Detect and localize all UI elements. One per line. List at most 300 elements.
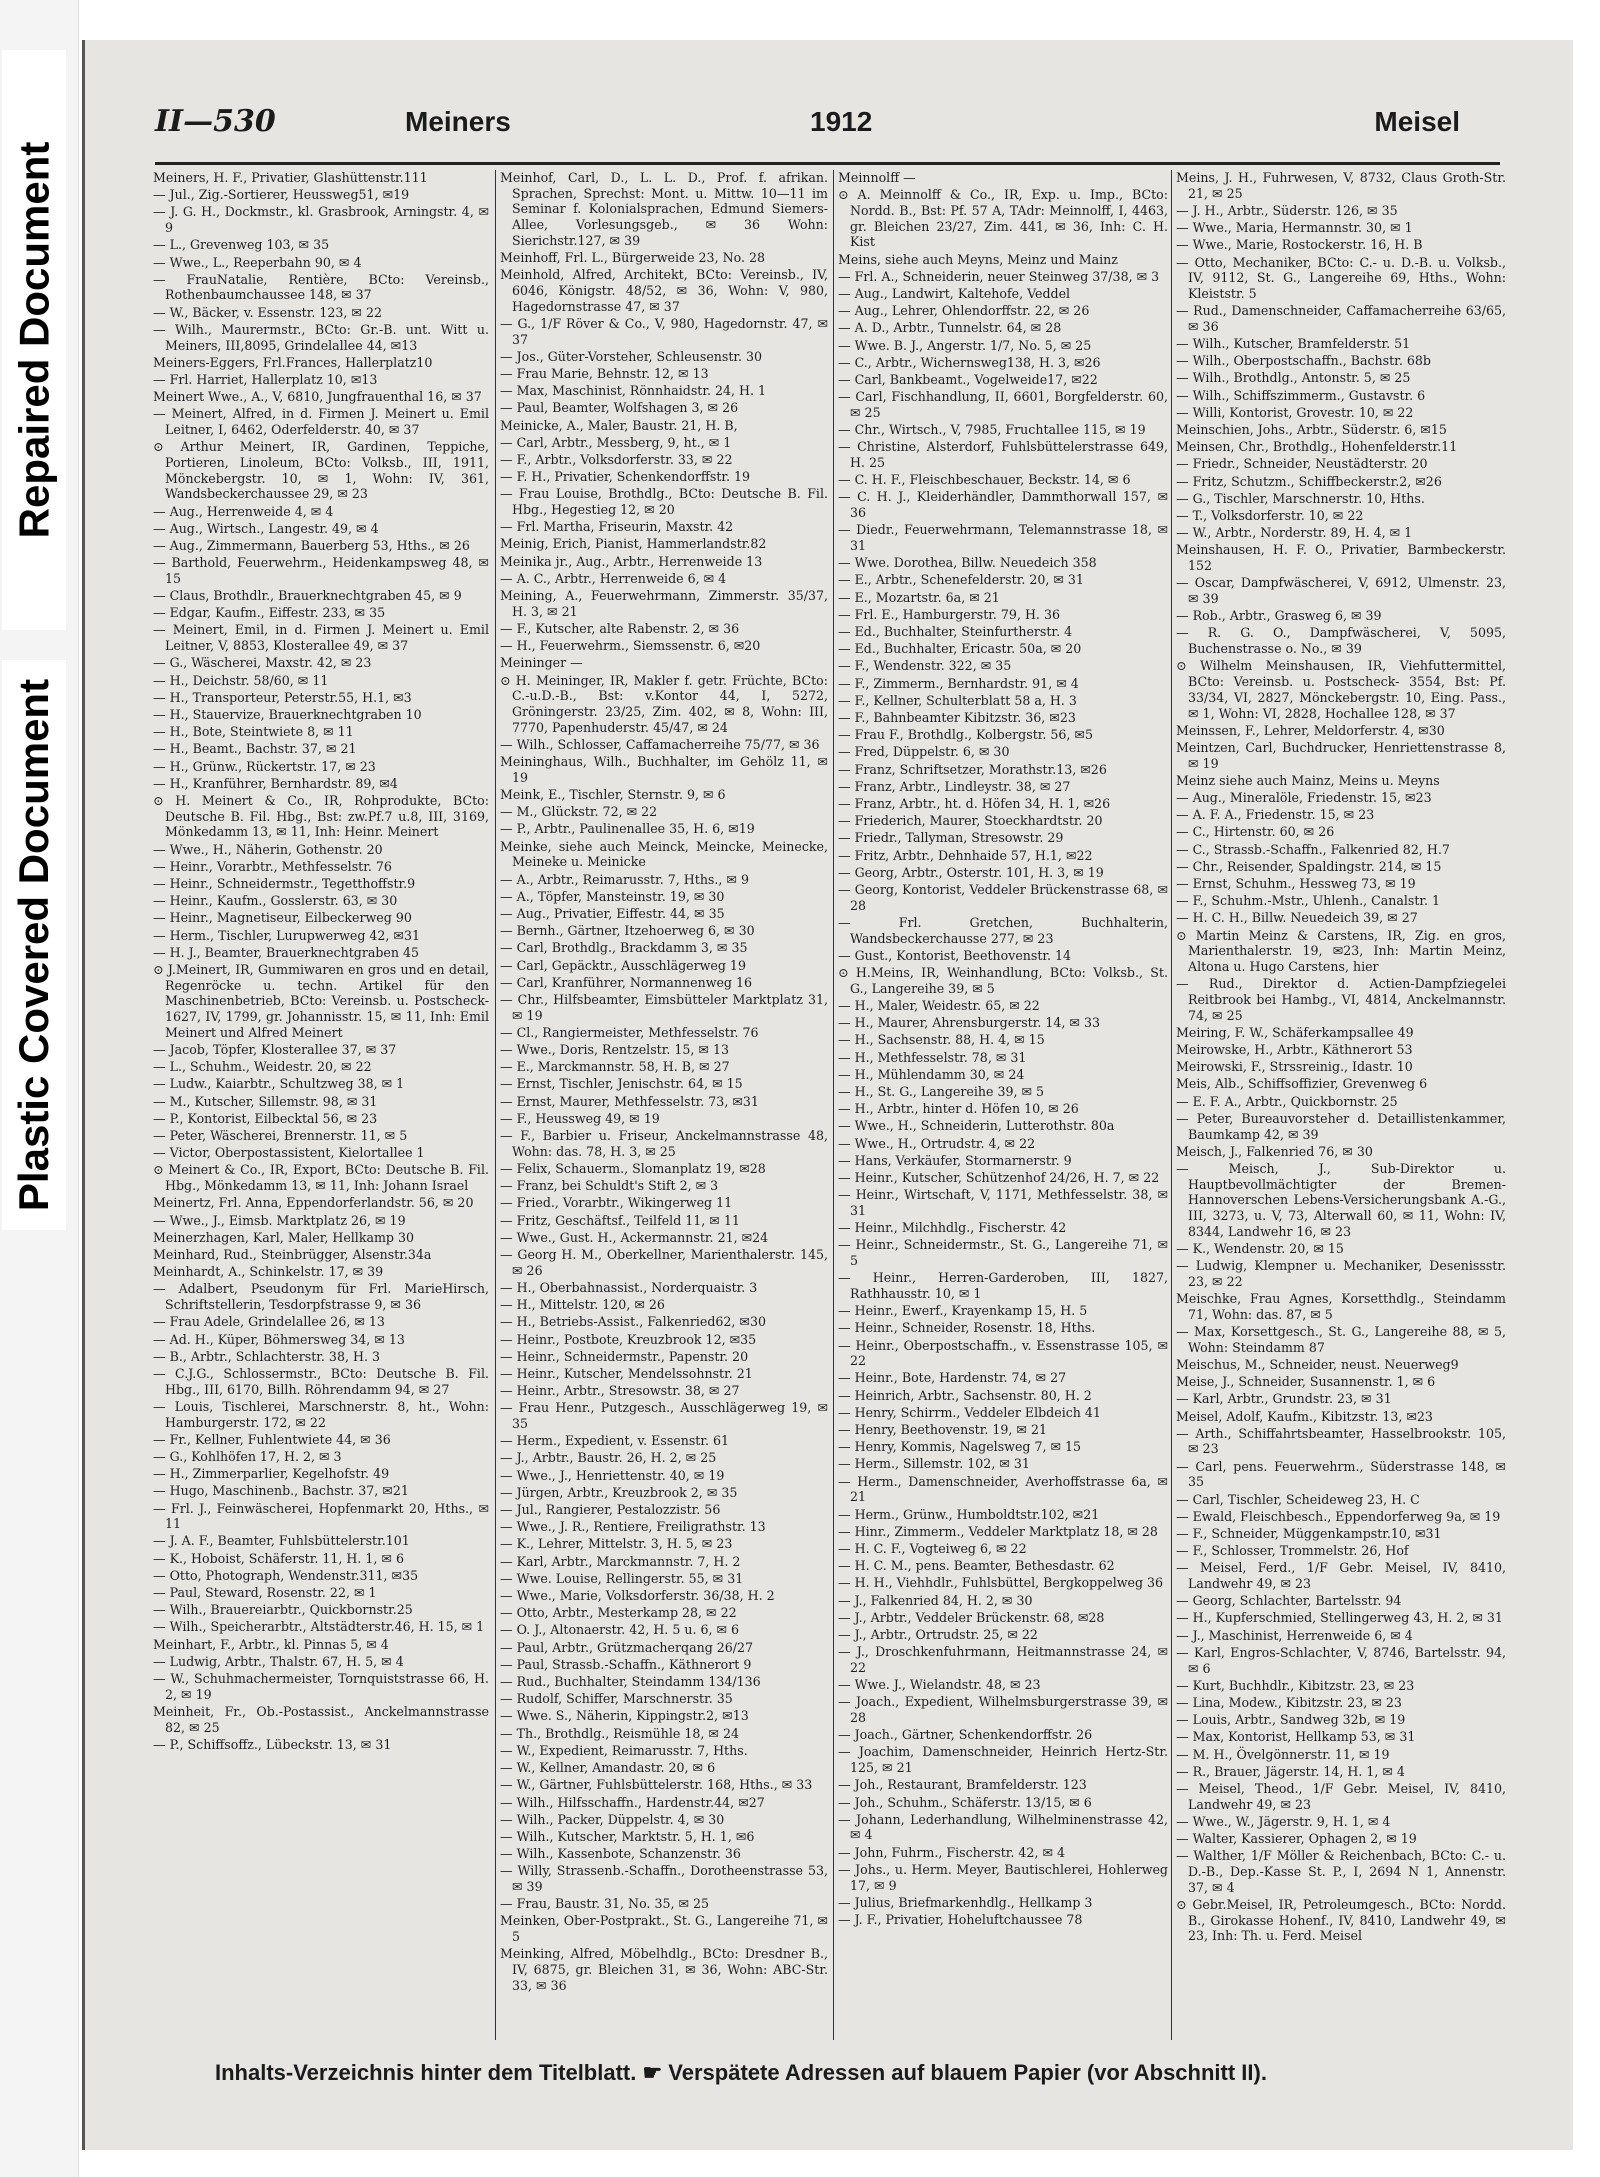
directory-entry: — Georg, Kontorist, Veddeler Brückenstrasse 68, ✉ 28	[838, 882, 1168, 913]
directory-entry: — F., Arbtr., Volksdorferstr. 33, ✉ 22	[500, 451, 733, 467]
directory-entry: — Julius, Briefmarkenhdlg., Hellkamp 3	[838, 1894, 1093, 1910]
directory-entry: — Heinr., Kaufm., Gosslerstr. 63, ✉ 30	[153, 893, 398, 909]
directory-entry: — H., Kupferschmied, Stellingerweg 43, H. 2, ✉ 31	[1176, 1610, 1503, 1626]
directory-entry: — Joach., Expedient, Wilhelmsburgerstrasse 39, ✉ 28	[838, 1694, 1168, 1725]
directory-entry: — Frau Marie, Behnstr. 12, ✉ 13	[500, 365, 709, 381]
directory-entry: Meining, A., Feuerwehrmann, Zimmerstr. 35/37, H. 3, ✉ 21	[500, 588, 828, 619]
directory-entry: — Paul, Beamter, Wolfshagen 3, ✉ 26	[500, 400, 739, 416]
directory-entry: — O. J., Altonaerstr. 42, H. 5 u. 6, ✉ 6	[500, 1622, 740, 1638]
directory-entry: — F., Zimmerm., Bernhardstr. 91, ✉ 4	[838, 675, 1079, 691]
directory-entry: — H., Kranführer, Bernhardstr. 89, ✉4	[153, 775, 398, 791]
directory-entry: — Bernh., Gärtner, Itzehoerweg 6, ✉ 30	[500, 923, 755, 939]
directory-entry: — Gust., Kontorist, Beethovenstr. 14	[838, 947, 1072, 963]
directory-entry: — A. D., Arbtr., Tunnelstr. 64, ✉ 28	[838, 320, 1062, 336]
directory-entry: Meinking, Alfred, Möbelhdlg., BCto: Dresdner B., IV, 6875, gr. Bleichen 31, ✉ 36, Wohn: ABC-Str. 33, ✉ 36	[500, 1946, 828, 1993]
directory-entry: — Wilh., Brothdlg., Antonstr. 5, ✉ 25	[1176, 370, 1411, 386]
directory-entry: — Wilh., Kutscher, Marktstr. 5, H. 1, ✉6	[500, 1828, 755, 1844]
directory-entry: — W., Gärtner, Fuhlsbüttelerstr. 168, Hths., ✉ 33	[500, 1777, 813, 1793]
directory-entry: — K., Lehrer, Mittelstr. 3, H. 5, ✉ 23	[500, 1536, 733, 1552]
directory-entry: Meisch, J., Falkenried 76, ✉ 30	[1176, 1143, 1373, 1159]
directory-entry: — Rudolf, Schiffer, Marschnerstr. 35	[500, 1691, 733, 1707]
directory-entry: — H., Methfesselstr. 78, ✉ 31	[838, 1049, 1027, 1065]
directory-entry: — Max, Maschinist, Rönnhaidstr. 24, H. 1	[500, 383, 767, 399]
directory-entry: — Heinr., Schneidermstr., St. G., Langereihe 71, ✉ 5	[838, 1237, 1168, 1268]
directory-entry: — Rud., Buchhalter, Steindamm 134/136	[500, 1674, 761, 1690]
directory-entry: — Jul., Zig.-Sortierer, Heussweg51, ✉19	[153, 187, 410, 203]
directory-entry: — Georg, Schlachter, Bartelsstr. 94	[1176, 1593, 1402, 1609]
directory-entry: — J., Falkenried 84, H. 2, ✉ 30	[838, 1592, 1033, 1608]
directory-entry: Meinerzhagen, Karl, Maler, Hellkamp 30	[153, 1229, 415, 1245]
directory-entry: — C., Arbtr., Wichernsweg138, H. 3, ✉26	[838, 354, 1101, 370]
directory-entry: — Herm., Grünw., Humboldtstr.102, ✉21	[838, 1506, 1100, 1522]
directory-entry: — M., Glückstr. 72, ✉ 22	[500, 804, 658, 820]
directory-entry: ⊙ J.Meinert, IR, Gummiwaren en gros und en detail, Regenröcke u. techn. Artikel für den Maschinenbetrieb, BCto: Vereinsb. u. Postscheck- 1627, IV, 1799, gr. Johannisstr. 15, ✉ 11, Inh: Emil Meinert und Alfred Meinert	[153, 962, 489, 1040]
directory-entry: — Hinr., Zimmerm., Veddeler Marktplatz 18, ✉ 28	[838, 1523, 1158, 1539]
directory-entry: — P., Arbtr., Paulinenallee 35, H. 6, ✉19	[500, 821, 755, 837]
directory-entry: — E., Arbtr., Schenefelderstr. 20, ✉ 31	[838, 572, 1084, 588]
directory-entry: — Franz, Arbtr., ht. d. Höfen 34, H. 1, ✉26	[838, 796, 1111, 812]
directory-entry: Meinsen, Chr., Brothdlg., Hohenfelderstr.11	[1176, 439, 1458, 455]
directory-entry: — H., Arbtr., hinter d. Höfen 10, ✉ 26	[838, 1101, 1079, 1117]
directory-entry: — Rud., Damenschneider, Caffamacherreihe 63/65, ✉ 36	[1176, 303, 1506, 334]
directory-entry: Meischus, M., Schneider, neust. Neuerweg9	[1176, 1356, 1459, 1372]
repaired-document-label	[2, 50, 66, 630]
plastic-covered-label	[2, 660, 66, 1230]
directory-entry: — Heinr., Schneider, Rosenstr. 18, Hths.	[838, 1320, 1096, 1336]
directory-entry: — Ewald, Fleischbesch., Eppendorferweg 9a, ✉ 19	[1176, 1508, 1501, 1524]
directory-entry: — L., Grevenweg 103, ✉ 35	[153, 237, 330, 253]
directory-entry: — Meinert, Alfred, in d. Firmen J. Meinert u. Emil Leitner, I, 6462, Oderfelderstr. 40, ✉ 37	[153, 406, 489, 438]
directory-entry: — Adalbert, Pseudonym für Frl. MarieHirsch, Schriftstellerin, Tesdorpfstrasse 9, ✉ 36	[153, 1281, 489, 1313]
directory-entry: Meinhold, Alfred, Architekt, BCto: Vereinsb., IV, 6046, Königstr. 48/52, ✉ 36, Wohn: V, 980, Hagedornstrasse 47, ✉ 37	[500, 267, 828, 314]
directory-entry: Meiners, H. F., Privatier, Glashüttenstr.111	[153, 170, 428, 185]
directory-entry: — Walther, 1/F Möller & Reichenbach, BCto: C.- u. D.-B., Dep.-Kasse St. P., I, 2694 N 1, Annenstr. 37, ✉ 4	[1176, 1848, 1506, 1895]
running-head-right: Meisel	[1374, 106, 1460, 137]
directory-entry: ⊙ H. Meininger, IR, Makler f. getr. Früchte, BCto: C.-u.D.-B., Bst: v.Kontor 44, I, 5272, Gröningerstr. 23/25, Zim. 402, ✉ 8, Wohn: III, 7770, Papenhuderstr. 45/47, ✉ 24	[500, 672, 828, 735]
directory-entry: — Wwe., L., Reeperbahn 90, ✉ 4	[153, 254, 362, 270]
directory-entry: Meis, Alb., Schiffsoffizier, Grevenweg 6	[1176, 1076, 1428, 1092]
directory-entry: — Wilh., Brauereiarbtr., Quickbornstr.25	[153, 1602, 413, 1618]
directory-entry: Meinhoff, Frl. L., Bürgerweide 23, No. 28	[500, 250, 765, 266]
directory-entry: — Diedr., Feuerwehrmann, Telemannstrasse 18, ✉ 31	[838, 522, 1168, 553]
directory-entry: — Wwe., W., Jägerstr. 9, H. 1, ✉ 4	[1176, 1813, 1391, 1829]
directory-entry: — Wwe., J., Henriettenstr. 40, ✉ 19	[500, 1467, 725, 1483]
directory-entry: — R., Brauer, Jägerstr. 14, H. 1, ✉ 4	[1176, 1763, 1405, 1779]
directory-entry: Meinhardt, A., Schinkelstr. 17, ✉ 39	[153, 1264, 384, 1280]
directory-entry: — Heinr., Herren-Garderoben, III, 1827, Rathhausstr. 10, ✉ 1	[838, 1270, 1168, 1301]
directory-entry: Meinert Wwe., A., V, 6810, Jungfrauenthal 16, ✉ 37	[153, 389, 482, 405]
directory-entry: — Johann, Lederhandlung, Wilhelminenstrasse 42, ✉ 4	[838, 1811, 1168, 1843]
directory-entry: — K., Wendenstr. 20, ✉ 15	[1176, 1241, 1344, 1256]
directory-entry: — Paul, Strassb.-Schaffn., Käthnerort 9	[500, 1656, 752, 1672]
directory-entry: Meinschien, Johs., Arbtr., Süderstr. 6, ✉15	[1176, 422, 1447, 438]
directory-entry: ⊙ Martin Meinz & Carstens, IR, Zig. en gros, Marienthalerstr. 19, ✉23, Inh: Martin Meinz, Altona u. Hugo Carstens, hier	[1176, 927, 1506, 975]
directory-entry: — Georg, Arbtr., Osterstr. 101, H. 3, ✉ 19	[838, 864, 1104, 880]
directory-entry: — A., Töpfer, Mansteinstr. 19, ✉ 30	[500, 888, 725, 904]
directory-entry: — Carl, pens. Feuerwehrm., Süderstrasse 148, ✉ 35	[1176, 1458, 1506, 1490]
directory-entry: — H., Betriebs-Assist., Falkenried62, ✉30	[500, 1314, 767, 1330]
directory-entry: — Frau, Baustr. 31, No. 35, ✉ 25	[500, 1896, 710, 1912]
directory-entry: — Christine, Alsterdorf, Fuhlsbüttelerstrasse 649, H. 25	[838, 439, 1168, 470]
directory-entry: — Heinr., Schneidermstr., Papenstr. 20	[500, 1348, 749, 1364]
directory-entry: — F., Schuhm.-Mstr., Uhlenh., Canalstr. 1	[1176, 893, 1441, 909]
directory-entry: — Willi, Kontorist, Grovestr. 10, ✉ 22	[1176, 404, 1414, 420]
directory-entry: — C., Strassb.-Schaffn., Falkenried 82, H.7	[1176, 841, 1450, 857]
directory-entry: — John, Fuhrm., Fischerstr. 42, ✉ 4	[838, 1844, 1066, 1860]
column-3	[833, 170, 1168, 2040]
directory-entry: ⊙ Meinert & Co., IR, Export, BCto: Deutsche B. Fil. Hbg., Mönkedamm 13, ✉ 11, Inh: Johann Israel	[153, 1162, 489, 1194]
directory-entry: — Ad. H., Küper, Böhmersweg 34, ✉ 13	[153, 1331, 405, 1347]
directory-entry: — Wilh., Hilfsschaffn., Hardenstr.44, ✉27	[500, 1794, 765, 1810]
directory-entry: — Wilh., Oberpostschaffn., Bachstr. 68b	[1176, 353, 1431, 369]
directory-entry: — Frl. Harriet, Hallerplatz 10, ✉13	[153, 371, 378, 387]
directory-entry: — Heinr., Wirtschaft, V, 1171, Methfesselstr. 38, ✉ 31	[838, 1187, 1168, 1218]
directory-entry: — Carl, Arbtr., Messberg, 9, ht., ✉ 1	[500, 434, 732, 450]
directory-entry: Meinheit, Fr., Ob.-Postassist., Anckelmannstrasse 82, ✉ 25	[153, 1703, 489, 1735]
directory-entry: Meinke, siehe auch Meinck, Meincke, Meinecke, Meineke u. Meinicke	[500, 838, 828, 870]
directory-entry: ⊙ H. Meinert & Co., IR, Rohprodukte, BCto: Deutsche B. Fil. Hbg., Bst: zw.Pf.7 u.8, III, 3169, Mönkedamm 13, ✉ 11, Inh: Heinr. Meinert	[153, 793, 489, 840]
directory-entry: — H., Bote, Steintwiete 8, ✉ 11	[153, 724, 354, 740]
directory-entry: Meininghaus, Wilh., Buchhalter, im Gehölz 11, ✉ 19	[500, 754, 828, 785]
directory-entry: — H., Sachsenstr. 88, H. 4, ✉ 15	[838, 1032, 1045, 1048]
directory-entry: Meintzen, Carl, Buchdrucker, Henriettenstrasse 8, ✉ 19	[1176, 739, 1506, 771]
directory-entry: — Victor, Oberpostassistent, Kielortallee 1	[153, 1145, 425, 1161]
directory-entry: — Heinr., Kutscher, Schützenhof 24/26, H. 7, ✉ 22	[838, 1169, 1160, 1185]
directory-entry: — Joach., Gärtner, Schenkendorffstr. 26	[838, 1727, 1093, 1743]
directory-entry: — Max, Kontorist, Hellkamp 53, ✉ 31	[1176, 1729, 1416, 1745]
directory-entry: — H., Mittelstr. 120, ✉ 26	[500, 1297, 665, 1313]
directory-entry: — Wilh., Speicherarbtr., Altstädterstr.46, H. 15, ✉ 1	[153, 1619, 485, 1635]
directory-entry: — Otto, Arbtr., Mesterkamp 28, ✉ 22	[500, 1605, 737, 1621]
directory-entry: — Willy, Strassenb.-Schaffn., Dorotheenstrasse 53, ✉ 39	[500, 1863, 828, 1895]
directory-entry: — H. C. H., Billw. Neuedeich 39, ✉ 27	[1176, 910, 1418, 926]
directory-entry: — Meisch, J., Sub-Direktor u. Hauptbevollmächtigter der Bremen-Hannoverschen Lebens-Versicherungsbank A.-G., III, 3273, u. V, 73, Alterwall 60, ✉ 11, Wohn: IV, 8344, Landwehr 16, ✉ 23	[1176, 1160, 1506, 1239]
directory-entry: Meinken, Ober-Postprakt., St. G., Langereihe 71, ✉ 5	[500, 1913, 828, 1945]
directory-entry: — Walter, Kassierer, Ophagen 2, ✉ 19	[1176, 1831, 1417, 1847]
directory-entry: — Ludwig, Arbtr., Thalstr. 67, H. 5, ✉ 4	[153, 1653, 404, 1669]
directory-entry: — Henry, Schirrm., Veddeler Elbdeich 41	[838, 1404, 1101, 1420]
directory-entry: — Max, Korsettgesch., St. G., Langereihe 88, ✉ 5, Wohn: Steindamm 87	[1176, 1324, 1506, 1355]
directory-entry: — H., Transporteur, Peterstr.55, H.1, ✉3	[153, 689, 412, 705]
directory-entry: — Wwe. B. J., Angerstr. 1/7, No. 5, ✉ 25	[838, 337, 1092, 353]
directory-entry: Meinhard, Rud., Steinbrügger, Alsenstr.34a	[153, 1247, 432, 1262]
directory-entry: — Henry, Kommis, Nagelsweg 7, ✉ 15	[838, 1439, 1082, 1455]
directory-entry: — Paul, Arbtr., Grützmacherqang 26/27	[500, 1639, 754, 1655]
directory-entry: — Cl., Rangiermeister, Methfesselstr. 76	[500, 1024, 759, 1040]
directory-entry: — Louis, Arbtr., Sandweg 32b, ✉ 19	[1176, 1712, 1406, 1728]
directory-entry: Meiners-Eggers, Frl.Frances, Hallerplatz10	[153, 354, 433, 370]
directory-entry: — F., Barbier u. Friseur, Anckelmannstrasse 48, Wohn: das. 78, H. 3, ✉ 25	[500, 1128, 828, 1159]
directory-entry: — A. F. A., Friedenstr. 15, ✉ 23	[1176, 807, 1375, 823]
directory-entry: — B., Arbtr., Schlachterstr. 38, H. 3	[153, 1348, 380, 1364]
directory-entry: Meinertz, Frl. Anna, Eppendorferlandstr. 56, ✉ 20	[153, 1195, 474, 1211]
directory-entry: ⊙ Wilhelm Meinshausen, IR, Viehfuttermittel, BCto: Vereinsb. u. Postscheck- 3554, Bst: Pf. 33/34, VI, 2827, Mönckebergstr. 10, Eing. Pass., ✉ 1, Wohn: VI, 2828, Hochallee 128, ✉ 37	[1176, 658, 1506, 721]
directory-entry: — Th., Brothdlg., Reismühle 18, ✉ 24	[500, 1725, 739, 1741]
directory-entry: — C.J.G., Schlossermstr., BCto: Deutsche B. Fil. Hbg., III, 6170, Billh. Röhrendamm 94, ✉ 27	[153, 1365, 489, 1397]
directory-entry: — Jul., Rangierer, Pestalozzistr. 56	[500, 1502, 721, 1518]
directory-entry: — Friedr., Tallyman, Stresowstr. 29	[838, 830, 1064, 846]
directory-entry: — Wilh., Schlosser, Caffamacherreihe 75/77, ✉ 36	[500, 736, 820, 752]
directory-entry: — Ludw., Kaiarbtr., Schultzweg 38, ✉ 1	[153, 1076, 405, 1092]
directory-entry: — J., Arbtr., Veddeler Brückenstr. 68, ✉28	[838, 1609, 1105, 1625]
directory-entry: — F., Heussweg 49, ✉ 19	[500, 1110, 660, 1126]
directory-entry: — H. C. F., Vogteiweg 6, ✉ 22	[838, 1540, 1027, 1556]
directory-entry: — Ernst, Tischler, Jenischstr. 64, ✉ 15	[500, 1076, 743, 1092]
directory-entry: — Otto, Photograph, Wendenstr.311, ✉35	[153, 1567, 419, 1583]
directory-entry: — H. C. M., pens. Beamter, Bethesdastr. 62	[838, 1558, 1115, 1574]
directory-entry: — T., Volksdorferstr. 10, ✉ 22	[1176, 508, 1364, 524]
directory-entry: — Kurt, Buchhdlr., Kibitzstr. 23, ✉ 23	[1176, 1677, 1415, 1693]
directory-entry: — Wwe. S., Näherin, Kippingstr.2, ✉13	[500, 1708, 749, 1724]
directory-entry: — F. H., Privatier, Schenkendorffstr. 19	[500, 469, 751, 485]
directory-entry: — Wilh., Kassenbote, Schanzenstr. 36	[500, 1846, 741, 1862]
directory-entry: — F., Schlosser, Trommelstr. 26, Hof	[1176, 1543, 1409, 1559]
directory-entry: — P., Schiffsoffz., Lübeckstr. 13, ✉ 31	[153, 1736, 392, 1752]
running-head-year: 1912	[810, 106, 873, 137]
directory-entry: — J., Droschkenfuhrmann, Heitmannstrasse 24, ✉ 22	[838, 1644, 1168, 1675]
directory-entry: — Wwe., H., Ortrudstr. 4, ✉ 22	[838, 1135, 1036, 1151]
directory-entry: Meise, J., Schneider, Susannenstr. 1, ✉ 6	[1176, 1374, 1436, 1390]
directory-entry: — E., Marckmannstr. 58, H. B, ✉ 27	[500, 1059, 730, 1075]
directory-entry: Meink, E., Tischler, Sternstr. 9, ✉ 6	[500, 787, 726, 803]
directory-entry: — Henry, Beethovenstr. 19, ✉ 21	[838, 1422, 1047, 1438]
directory-entry: — Chr., Hilfsbeamter, Eimsbütteler Marktplatz 31, ✉ 19	[500, 991, 828, 1023]
directory-entry: — Frau Louise, Brothdlg., BCto: Deutsche B. Fil. Hbg., Hegestieg 12, ✉ 20	[500, 486, 828, 518]
directory-entry: — Jos., Güter-Vorsteher, Schleusenstr. 30	[500, 348, 763, 364]
directory-entry: — Wwe., Gust. H., Ackermannstr. 21, ✉24	[500, 1229, 769, 1245]
directory-entry: — J. H., Arbtr., Süderstr. 126, ✉ 35	[1176, 202, 1398, 218]
directory-entry: — Heinr., Arbtr., Stresowstr. 38, ✉ 27	[500, 1383, 740, 1399]
directory-entry: ⊙ Arthur Meinert, IR, Gardinen, Teppiche, Portieren, Linoleum, BCto: Volksb., III, 1911, Mönckebergstr. 10, ✉ 1, Wohn: IV, 361, Wandsbeckerchaussee 29, ✉ 23	[153, 439, 489, 502]
directory-entry: — C. H. F., Fleischbeschauer, Beckstr. 14, ✉ 6	[838, 472, 1131, 488]
directory-entry: — Wwe., H., Schneiderin, Lutterothstr. 80a	[838, 1118, 1115, 1134]
directory-entry: Meinssen, F., Lehrer, Meldorferstr. 4, ✉30	[1176, 722, 1445, 738]
directory-entry: — Wwe., Maria, Hermannstr. 30, ✉ 1	[1176, 220, 1413, 236]
directory-entry: — Frl. Gretchen, Buchhalterin, Wandsbeckerchausse 277, ✉ 23	[838, 914, 1168, 946]
directory-entry: — Hans, Verkäufer, Stormarnerstr. 9	[838, 1152, 1072, 1168]
directory-entry: — F., Schneider, Müggenkampstr.10, ✉31	[1176, 1525, 1442, 1541]
directory-entry: — Heinrich, Arbtr., Sachsenstr. 80, H. 2	[838, 1387, 1092, 1403]
directory-entry: — Ludwig, Klempner u. Mechaniker, Desenissstr. 23, ✉ 22	[1176, 1258, 1506, 1289]
directory-entry: — Jacob, Töpfer, Klosterallee 37, ✉ 37	[153, 1042, 397, 1058]
directory-entry: — E., Mozartstr. 6a, ✉ 21	[838, 589, 1000, 605]
page-number: II—530	[155, 104, 276, 139]
directory-entry: Meischke, Frau Agnes, Korsetthdlg., Steindamm 71, Wohn: das. 87, ✉ 5	[1176, 1291, 1506, 1322]
directory-entry: ⊙ H.Meins, IR, Weinhandlung, BCto: Volksb., St. G., Langereihe 39, ✉ 5	[838, 965, 1168, 996]
directory-entry: — Karl, Arbtr., Marckmannstr. 7, H. 2	[500, 1553, 741, 1569]
directory-entry: — Ed., Buchhalter, Steinfurtherstr. 4	[838, 623, 1073, 639]
directory-entry: — G., 1/F Röver & Co., V, 980, Hagedornstr. 47, ✉ 37	[500, 315, 828, 347]
directory-entry: — Joachim, Damenschneider, Heinrich Hertz-Str. 125, ✉ 21	[838, 1744, 1168, 1776]
directory-entry: — W., Kellner, Amandastr. 20, ✉ 6	[500, 1760, 716, 1776]
directory-entry: — Fred, Düppelstr. 6, ✉ 30	[838, 744, 1010, 760]
directory-entry: — Wwe. Dorothea, Billw. Neuedeich 358	[838, 555, 1097, 571]
directory-entry: — Franz, Arbtr., Lindleystr. 38, ✉ 27	[838, 778, 1071, 794]
directory-entry: — H., Zimmerparlier, Kegelhofstr. 49	[153, 1466, 390, 1482]
directory-entry: — Heinr., Milchhdlg., Fischerstr. 42	[838, 1220, 1067, 1236]
directory-entry: — Meinert, Emil, in d. Firmen J. Meinert u. Emil Leitner, V, 8853, Klosterallee 49, ✉ 37	[153, 622, 489, 654]
directory-entry: — FrauNatalie, Rentière, BCto: Vereinsb., Rothenbaumchaussee 148, ✉ 37	[153, 271, 489, 303]
directory-entry: — G., Wäscherei, Maxstr. 42, ✉ 23	[153, 655, 372, 671]
directory-entry: — Wilh., Kutscher, Bramfelderstr. 51	[1176, 336, 1411, 352]
directory-entry: — H., Mühlendamm 30, ✉ 24	[838, 1066, 1025, 1082]
directory-entry: Meinshausen, H. F. O., Privatier, Barmbeckerstr. 152	[1176, 542, 1506, 574]
directory-entry: — F., Wendenstr. 322, ✉ 35	[838, 658, 1012, 674]
directory-entry: — Heinr., Oberpostschaffn., v. Essenstrasse 105, ✉ 22	[838, 1337, 1168, 1369]
directory-entry: — Paul, Steward, Rosenstr. 22, ✉ 1	[153, 1585, 377, 1601]
directory-page	[82, 40, 1573, 2150]
directory-entry: — Rob., Arbtr., Grasweg 6, ✉ 39	[1176, 608, 1382, 624]
directory-entry: Meinika jr., Aug., Arbtr., Herrenweide 13	[500, 553, 763, 569]
directory-entry: — Wwe., J., Eimsb. Marktplatz 26, ✉ 19	[153, 1212, 406, 1228]
directory-entry: — Karl, Arbtr., Grundstr. 23, ✉ 31	[1176, 1391, 1392, 1407]
directory-entry: — H., Deichstr. 58/60, ✉ 11	[153, 672, 329, 688]
directory-entry: Meinhart, F., Arbtr., kl. Pinnas 5, ✉ 4	[153, 1636, 389, 1652]
directory-entry: — Carl, Kranführer, Normannenweg 16	[500, 974, 753, 990]
directory-entry: Meirowske, H., Arbtr., Käthnerort 53	[1176, 1042, 1413, 1058]
directory-entry: — H., Stauervize, Brauerknechtgraben 10	[153, 707, 422, 722]
plastic-covered-text: Plastic Covered Document	[10, 678, 58, 1212]
directory-entry: — Frau Adele, Grindelallee 26, ✉ 13	[153, 1314, 385, 1330]
directory-entry: — Meisel, Ferd., 1/F Gebr. Meisel, IV, 8410, Landwehr 49, ✉ 23	[1176, 1560, 1506, 1592]
directory-entry: — Aug., Privatier, Eiffestr. 44, ✉ 35	[500, 905, 725, 921]
directory-entry: — W., Expedient, Reimarusstr. 7, Hths.	[500, 1742, 748, 1758]
directory-entry: — Fritz, Arbtr., Dehnhaide 57, H.1, ✉22	[838, 847, 1093, 863]
directory-entry: — W., Schuhmachermeister, Tornquiststrasse 66, H. 2, ✉ 19	[153, 1671, 489, 1702]
directory-entry: — R. G. O., Dampfwäscherei, V, 5095, Buchenstrasse o. No., ✉ 39	[1176, 625, 1506, 657]
directory-entry: — Franz, Schriftsetzer, Morathstr.13, ✉26	[838, 761, 1107, 777]
directory-entry: — Georg H. M., Oberkellner, Marienthalerstr. 145, ✉ 26	[500, 1247, 828, 1278]
directory-entry: — H., Beamt., Bachstr. 37, ✉ 21	[153, 741, 357, 757]
directory-entry: — Carl, Brothdlg., Brackdamm 3, ✉ 35	[500, 940, 748, 956]
directory-entry: — Fritz, Schutzm., Schiffbeckerstr.2, ✉26	[1176, 473, 1442, 489]
directory-entry: — Heinr., Magnetiseur, Eilbeckerweg 90	[153, 910, 412, 926]
directory-entry: Meinig, Erich, Pianist, Hammerlandstr.82	[500, 536, 767, 552]
directory-entry: — Aug., Mineralöle, Friedenstr. 15, ✉23	[1176, 790, 1432, 806]
directory-entry: — Chr., Reisender, Spaldingstr. 214, ✉ 15	[1176, 858, 1442, 874]
directory-entry: — M. H., Övelgönnerstr. 11, ✉ 19	[1176, 1746, 1390, 1762]
directory-entry: — M., Kutscher, Sillemstr. 98, ✉ 31	[153, 1093, 378, 1109]
directory-entry: — Herm., Expedient, v. Essenstr. 61	[500, 1433, 730, 1449]
directory-entry: — Frau F., Brothdlg., Kolbergstr. 56, ✉5	[838, 727, 1093, 743]
directory-entry: Meininger —	[500, 655, 583, 671]
page-header	[155, 102, 1500, 165]
directory-entry: — Wilh., Schiffszimmerm., Gustavstr. 6	[1176, 387, 1426, 403]
directory-entry: — H., Feuerwehrm., Siemssenstr. 6, ✉20	[500, 638, 761, 654]
directory-entry: Meinz siehe auch Mainz, Meins u. Meyns	[1176, 772, 1440, 788]
directory-entry: — Peter, Wäscherei, Brennerstr. 11, ✉ 5	[153, 1128, 408, 1144]
directory-entry: — Lina, Modew., Kibitzstr. 23, ✉ 23	[1176, 1694, 1402, 1710]
directory-entry: — C., Hirtenstr. 60, ✉ 26	[1176, 824, 1335, 840]
directory-entry: — Claus, Brothdlr., Brauerknechtgraben 45, ✉ 9	[153, 588, 462, 604]
directory-entry: — Heinr., Kutscher, Mendelssohnstr. 21	[500, 1365, 753, 1381]
directory-entry: — Ernst, Maurer, Methfesselstr. 73, ✉31	[500, 1093, 759, 1109]
directory-entry: — Ed., Buchhalter, Ericastr. 50a, ✉ 20	[838, 641, 1082, 657]
column-4	[1171, 170, 1506, 2040]
directory-entry: — Franz, bei Schuldt's Stift 2, ✉ 3	[500, 1178, 719, 1194]
directory-entry: — G., Kohlhöfen 17, H. 2, ✉ 3	[153, 1448, 342, 1464]
directory-entry: — F., Kutscher, alte Rabenstr. 2, ✉ 36	[500, 620, 740, 636]
directory-entry: — Friedr., Schneider, Neustädterstr. 20	[1176, 456, 1428, 472]
directory-entry: Meinhof, Carl, D., L. L. D., Prof. f. afrikan. Sprachen, Sprechst: Mont. u. Mittw. 10—11 im Seminar f. Kolonialsprachen, Edmund Siemers-Allee, Vorlesungsgeb., ✉ 36 Wohn: Sierichstr.127, ✉ 39	[500, 170, 828, 248]
directory-entry: — Friederich, Maurer, Stoeckhardtstr. 20	[838, 813, 1103, 829]
repaired-document-text: Repaired Document	[10, 141, 57, 539]
directory-entry: — H., Maler, Weidestr. 65, ✉ 22	[838, 997, 1040, 1013]
directory-entry: — Aug., Wirtsch., Langestr. 49, ✉ 4	[153, 520, 379, 536]
directory-entry: — Karl, Engros-Schlachter, V, 8746, Bartelsstr. 94, ✉ 6	[1176, 1644, 1506, 1676]
directory-entry: — Barthold, Feuerwehrm., Heidenkampsweg 48, ✉ 15	[153, 555, 489, 586]
directory-entry: Meisel, Adolf, Kaufm., Kibitzstr. 13, ✉23	[1176, 1408, 1433, 1424]
directory-entry: Meinnolff —	[838, 170, 916, 185]
directory-entry: — Herm., Damenschneider, Averhoffstrasse 6a, ✉ 21	[838, 1473, 1168, 1505]
page-footer: Inhalts-Verzeichnis hinter dem Titelblatt. ☛ Verspätete Adressen auf blauem Papier (vor Abschnitt II).	[215, 2060, 1267, 2085]
directory-entry: Meinicke, A., Maler, Baustr. 21, H. B,	[500, 417, 738, 433]
directory-entry: Meins, siehe auch Meyns, Meinz und Mainz	[838, 251, 1118, 267]
directory-entry: — J., Arbtr., Baustr. 26, H. 2, ✉ 25	[500, 1450, 717, 1466]
directory-entry: — E. F. A., Arbtr., Quickbornstr. 25	[1176, 1093, 1398, 1109]
directory-entry: — Oscar, Dampfwäscherei, V, 6912, Ulmenstr. 23, ✉ 39	[1176, 575, 1506, 607]
directory-entry: — Felix, Schauerm., Slomanplatz 19, ✉28	[500, 1160, 766, 1176]
directory-entry: — H. H., Viehhdlr., Fuhlsbüttel, Bergkoppelweg 36	[838, 1575, 1164, 1591]
column-2	[495, 170, 828, 2040]
directory-entry: — Meisel, Theod., 1/F Gebr. Meisel, IV, 8410, Landwehr 49, ✉ 23	[1176, 1781, 1506, 1812]
directory-entry: ⊙ Gebr.Meisel, IR, Petroleumgesch., BCto: Nordd. B., Girokasse Hohenf., IV, 8410, Landwehr 49, ✉ 23, Inh: Th. u. Ferd. Meisel	[1176, 1896, 1506, 1944]
column-1	[153, 170, 493, 2040]
directory-entry: — Wwe., J. R., Rentiere, Freiligrathstr. 13	[500, 1519, 766, 1535]
directory-entry: — A., Arbtr., Reimarusstr. 7, Hths., ✉ 9	[500, 871, 749, 887]
directory-entry: — F., Kellner, Schulterblatt 58 a, H. 3	[838, 692, 1077, 708]
directory-entry: — Frl. A., Schneiderin, neuer Steinweg 37/38, ✉ 3	[838, 268, 1160, 284]
directory-entry: Meins, J. H., Fuhrwesen, V, 8732, Claus Groth-Str. 21, ✉ 25	[1176, 170, 1506, 201]
directory-entry: — Wwe., Doris, Rentzelstr. 15, ✉ 13	[500, 1042, 729, 1058]
directory-entry: — Heinr., Vorarbtr., Methfesselstr. 76	[153, 858, 392, 874]
directory-entry: — Wwe. J., Wielandstr. 48, ✉ 23	[838, 1677, 1041, 1693]
directory-entry: — Rud., Direktor d. Actien-Dampfziegelei Reitbrook bei Hambg., VI, 4814, Anckelmannstr. 74, ✉ 25	[1176, 976, 1506, 1023]
directory-entry: — Peter, Bureauvorsteher d. Detaillistenkammer, Baumkamp 42, ✉ 39	[1176, 1110, 1506, 1142]
directory-entry: — L., Schuhm., Weidestr. 20, ✉ 22	[153, 1059, 372, 1075]
directory-entry: — H., St. G., Langereihe 39, ✉ 5	[838, 1083, 1045, 1099]
directory-entry: — Carl, Tischler, Scheideweg 23, H. C	[1176, 1491, 1420, 1507]
directory-entry: — Herm., Sillemstr. 102, ✉ 31	[838, 1456, 1030, 1472]
directory-entry: — Chr., Wirtsch., V, 7985, Fruchtallee 115, ✉ 19	[838, 422, 1146, 438]
directory-entry: — Aug., Landwirt, Kaltehofe, Veddel	[838, 285, 1071, 301]
directory-entry: — Hugo, Maschinenb., Bachstr. 37, ✉21	[153, 1483, 409, 1499]
directory-entry: — H., Oberbahnassist., Norderquaistr. 3	[500, 1279, 758, 1295]
directory-entry: — Wilh., Packer, Düppelstr. 4, ✉ 30	[500, 1811, 725, 1827]
directory-entry: — Frl. E., Hamburgerstr. 79, H. 36	[838, 606, 1060, 622]
directory-entry: — Jürgen, Arbtr., Kreuzbrook 2, ✉ 35	[500, 1484, 738, 1500]
directory-entry: — Louis, Tischlerei, Marschnerstr. 8, ht., Wohn: Hamburgerstr. 172, ✉ 22	[153, 1398, 489, 1430]
directory-entry: — Joh., Restaurant, Bramfelderstr. 123	[838, 1777, 1087, 1793]
directory-entry: — Frau Henr., Putzgesch., Ausschlägerweg 19, ✉ 35	[500, 1400, 828, 1432]
directory-entry: — K., Hoboist, Schäferstr. 11, H. 1, ✉ 6	[153, 1550, 404, 1566]
directory-entry: — Wwe., Marie, Rostockerstr. 16, H. B	[1176, 237, 1423, 253]
directory-entry: — Wwe., H., Näherin, Gothenstr. 20	[153, 841, 383, 857]
directory-entry: — J., Maschinist, Herrenweide 6, ✉ 4	[1176, 1627, 1413, 1643]
directory-entry: — C. H. J., Kleiderhändler, Dammthorwall 157, ✉ 36	[838, 489, 1168, 521]
directory-entry: — P., Kontorist, Eilbecktal 56, ✉ 23	[153, 1110, 378, 1126]
directory-entry: — J. A. F., Beamter, Fuhlsbüttelerstr.101	[153, 1533, 410, 1549]
directory-entry: — Heinr., Bote, Hardenstr. 74, ✉ 27	[838, 1370, 1067, 1386]
directory-entry: — Carl, Gepäcktr., Ausschlägerweg 19	[500, 957, 746, 973]
directory-columns	[153, 170, 1506, 2040]
directory-entry: — Wwe., Marie, Volksdorferstr. 36/38, H. 2	[500, 1588, 775, 1604]
directory-entry: Meirowski, F., Strssreinig., Idastr. 10	[1176, 1059, 1413, 1075]
directory-entry: — Frl. Martha, Friseurin, Maxstr. 42	[500, 519, 734, 535]
directory-entry: — Wilh., Maurermstr., BCto: Gr.-B. unt. Witt u. Meiners, III,8095, Grindelallee 44, ✉13	[153, 321, 489, 353]
directory-entry: — Ernst, Schuhm., Hessweg 73, ✉ 19	[1176, 876, 1416, 892]
directory-entry: — Joh., Schuhm., Schäferstr. 13/15, ✉ 6	[838, 1794, 1092, 1810]
